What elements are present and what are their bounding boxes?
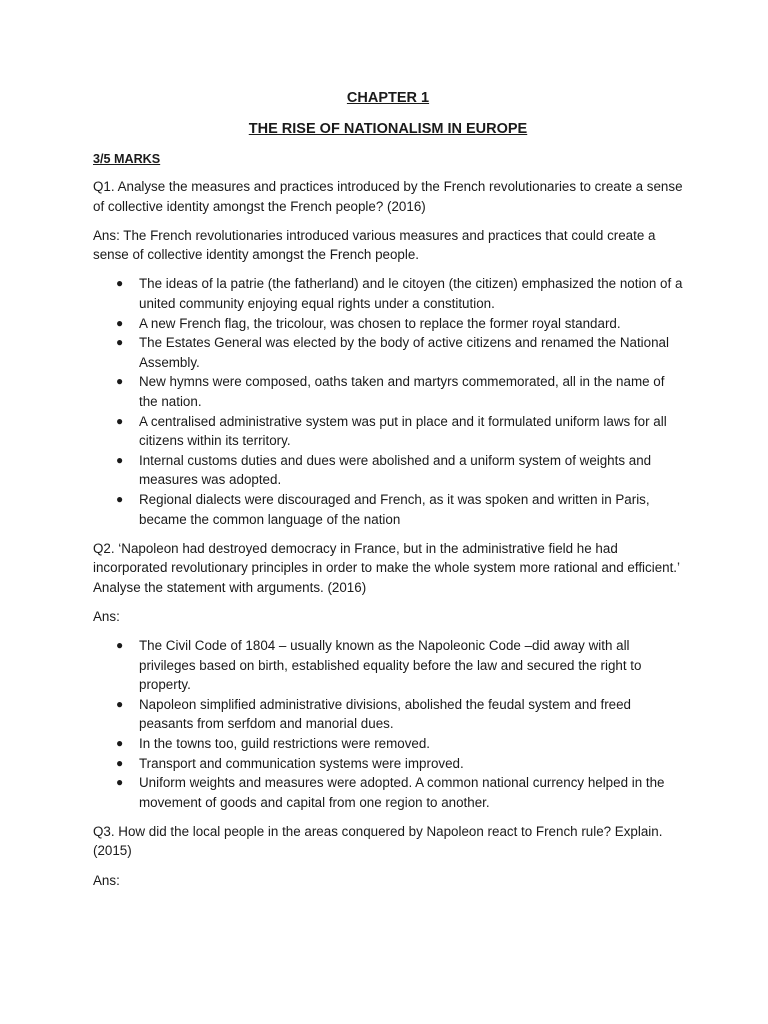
marks-heading: 3/5 MARKS <box>93 152 161 166</box>
list-item-text: Uniform weights and measures were adopted. A common national currency helped in the movement of goods and capital from one region to another. <box>139 775 665 810</box>
list-item <box>93 754 683 774</box>
bullet-icon: ● <box>116 735 124 750</box>
document-body <box>93 88 683 900</box>
chapter-heading: CHAPTER 1 <box>346 90 430 106</box>
answer-1-intro: Ans: The French revolutionaries introduced various measures and practices that could create a sense of collective identity amongst the French people. <box>93 227 656 263</box>
bullet-icon: ● <box>116 413 124 428</box>
question-3: Q3. How did the local people in the areas conquered by Napoleon react to French rule? Explain. (2015) <box>93 823 663 859</box>
bullet-icon: ● <box>116 335 124 350</box>
answer-2-intro: Ans: <box>93 608 120 624</box>
list-item-text: Internal customs duties and dues were abolished and a uniform system of weights and measures was adopted. <box>139 452 652 488</box>
list-item <box>93 451 683 490</box>
bullet-icon: ● <box>116 276 124 291</box>
answer-1-list <box>93 274 683 529</box>
list-item-text: A new French flag, the tricolour, was chosen to replace the former royal standard. <box>139 315 621 331</box>
answer-3-intro: Ans: <box>93 872 120 888</box>
list-item <box>93 314 683 334</box>
list-item-text: The Estates General was elected by the body of active citizens and renamed the National Assembly. <box>139 335 669 370</box>
list-item-text: The ideas of la patrie (the fatherland) and le citoyen (the citizen) emphasized the notion of a united community enjoying equal rights under a constitution. <box>139 276 683 311</box>
question-1: Q1. Analyse the measures and practices introduced by the French revolutionaries to create a sense of collective identity amongst the French people? (2016) <box>93 179 683 214</box>
list-item <box>93 372 683 411</box>
list-item-text: The Civil Code of 1804 – usually known as the Napoleonic Code –did away with all privileges based on birth, established equality before the law and secured the right to property. <box>139 637 642 693</box>
bullet-icon: ● <box>116 452 124 467</box>
list-item-text: In the towns too, guild restrictions were removed. <box>139 735 431 751</box>
list-item <box>93 734 683 754</box>
list-item-text: Transport and communication systems were improved. <box>139 755 464 771</box>
list-item <box>93 333 683 372</box>
bullet-icon: ● <box>116 637 124 652</box>
list-item <box>93 412 683 451</box>
bullet-icon: ● <box>116 374 124 389</box>
bullet-icon: ● <box>116 315 124 330</box>
question-2: Q2. ‘Napoleon had destroyed democracy in France, but in the administrative field he had incorporated revolutionary principles in order to make the whole system more rational and efficient.’ Analyse the statement with arguments. (2016) <box>93 540 680 595</box>
list-item-text: Regional dialects were discouraged and French, as it was spoken and written in Paris, became the common language of the nation <box>139 491 650 527</box>
list-item <box>93 695 683 734</box>
list-item-text: Napoleon simplified administrative divisions, abolished the feudal system and freed peasants from serfdom and manorial dues. <box>139 696 632 732</box>
list-item <box>93 490 683 529</box>
bullet-icon: ● <box>116 491 124 506</box>
list-item <box>93 636 683 695</box>
answer-2-list <box>93 636 683 812</box>
bullet-icon: ● <box>116 775 124 790</box>
list-item <box>93 274 683 313</box>
bullet-icon: ● <box>116 755 124 770</box>
list-item-text: A centralised administrative system was put in place and it formulated uniform laws for all citizens within its territory. <box>139 413 667 449</box>
list-item-text: New hymns were composed, oaths taken and martyrs commemorated, all in the name of the nation. <box>139 374 665 409</box>
list-item <box>93 773 683 812</box>
bullet-icon: ● <box>116 696 124 711</box>
chapter-title: THE RISE OF NATIONALISM IN EUROPE <box>248 121 528 137</box>
